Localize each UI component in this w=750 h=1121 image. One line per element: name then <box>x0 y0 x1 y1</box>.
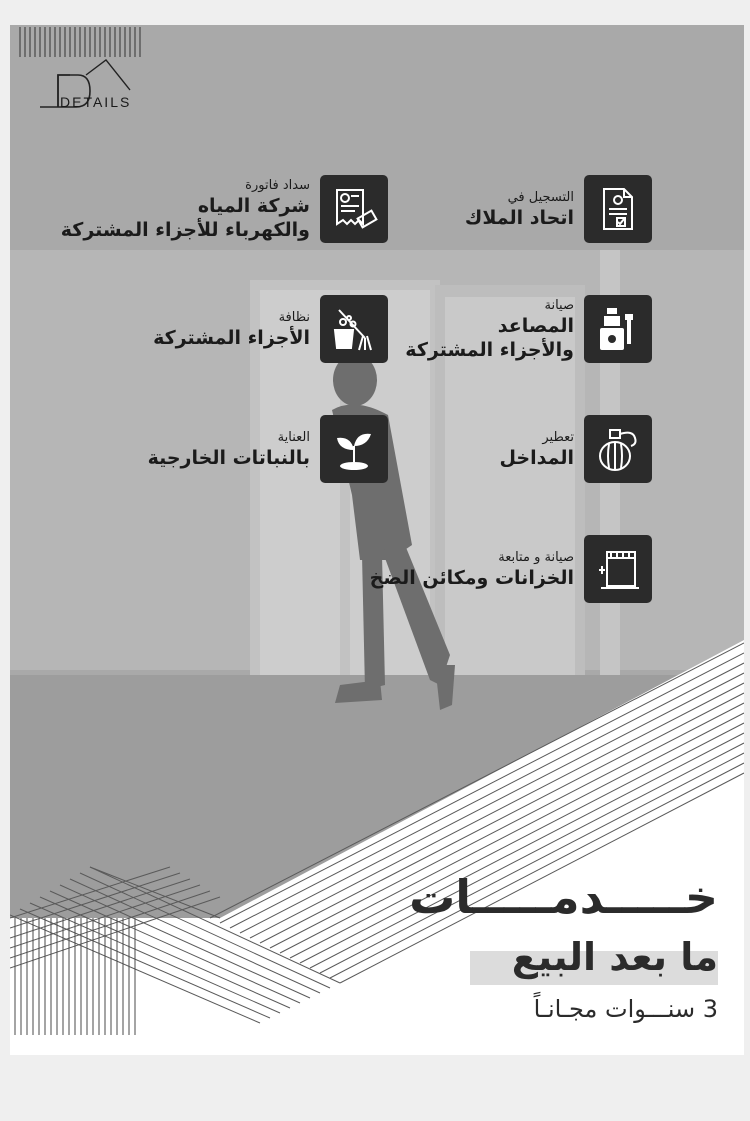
service-maintenance-small: صيانة <box>544 297 574 313</box>
service-perfume-small: تعطير <box>542 429 574 445</box>
service-bills <box>61 175 388 243</box>
poster <box>10 25 744 1055</box>
service-plants-small: العناية <box>277 429 310 445</box>
maintenance-tools-icon <box>584 295 652 363</box>
bill-payment-icon <box>320 175 388 243</box>
service-perfume <box>499 415 652 483</box>
water-tank-icon <box>584 535 652 603</box>
service-registration-line1: اتحاد الملاك <box>464 206 574 229</box>
perfume-bottle-icon <box>584 415 652 483</box>
certificate-icon <box>584 175 652 243</box>
service-tanks <box>370 535 652 603</box>
service-maintenance <box>405 295 652 363</box>
service-cleaning-line1: الأجزاء المشتركة <box>153 326 310 349</box>
headline-after-sale: ما بعد البيع <box>511 935 718 979</box>
service-plants-line1: بالنباتات الخارجية <box>147 446 310 469</box>
headline-free-years: 3 سنـــوات مجـانـاً <box>533 995 718 1023</box>
service-tanks-small: صيانة و متابعة <box>498 549 574 565</box>
cleaning-bucket-icon <box>320 295 388 363</box>
service-bills-line2: والكهرباء للأجزاء المشتركة <box>60 218 310 241</box>
service-perfume-line1: المداخل <box>499 446 574 469</box>
service-cleaning <box>153 295 388 363</box>
service-bills-small: سداد فاتورة <box>245 177 310 193</box>
plant-sprout-icon <box>320 415 388 483</box>
headline-services: خـــــدمـــــات <box>409 870 718 924</box>
service-tanks-line1: الخزانات ومكائن الضخ <box>369 566 574 589</box>
service-maintenance-line2: والأجزاء المشتركة <box>405 338 574 361</box>
service-registration-small: التسجيل في <box>507 189 574 205</box>
service-cleaning-small: نظافة <box>278 309 310 325</box>
service-registration <box>465 175 652 243</box>
service-bills-line1: شركة المياه <box>197 194 310 217</box>
service-maintenance-line1: المصاعد <box>497 314 574 337</box>
brand-wordmark: DETAILS <box>60 94 132 110</box>
service-plants <box>148 415 388 483</box>
